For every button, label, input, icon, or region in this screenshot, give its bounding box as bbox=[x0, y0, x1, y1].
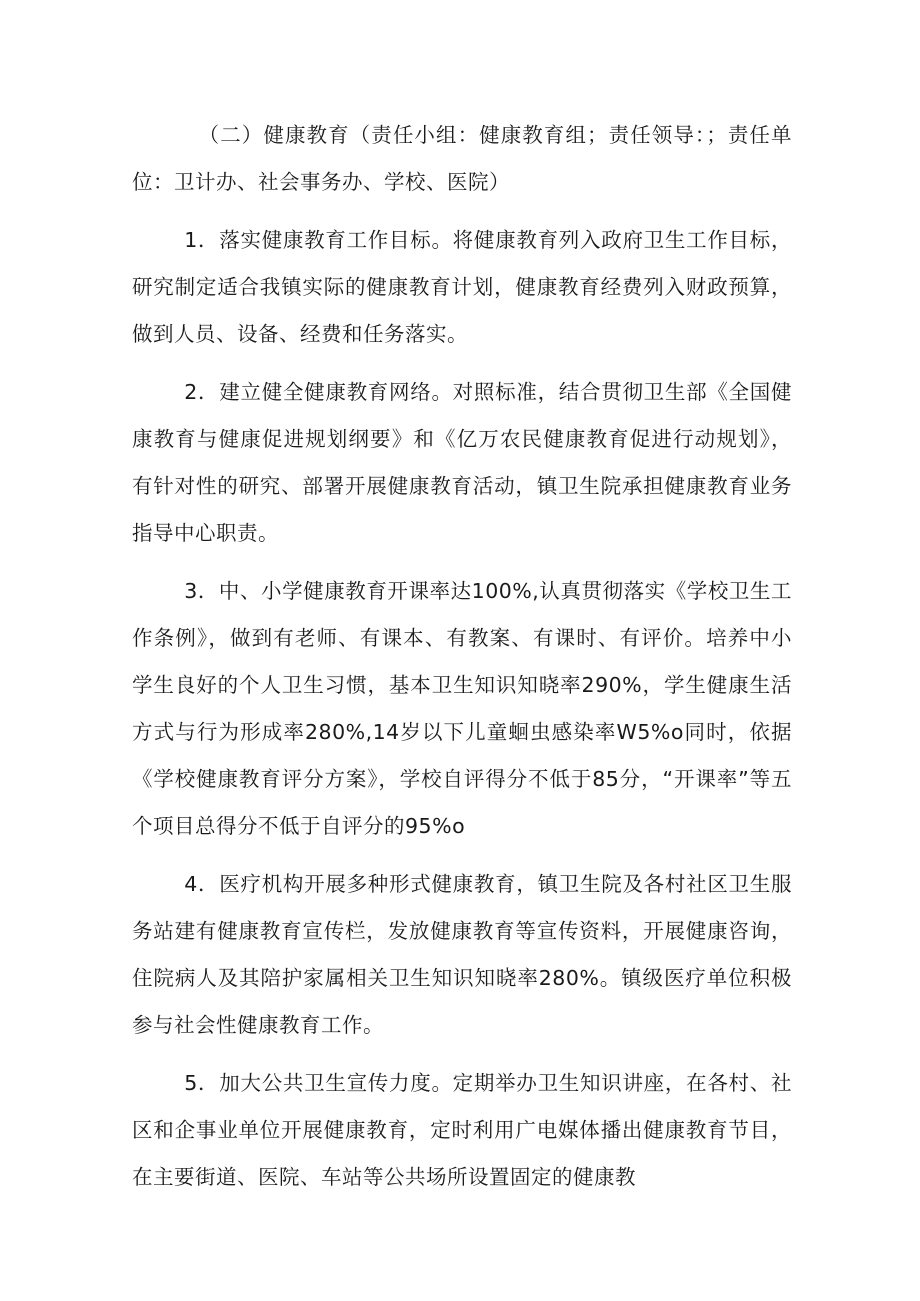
paragraph-item-1: 1．落实健康教育工作目标。将健康教育列入政府卫生工作目标，研究制定适合我镇实际的健康教育计划，健康教育经费列入财政预算，做到人员、设备、经费和任务落实。 bbox=[132, 228, 792, 346]
document-body bbox=[132, 112, 792, 1212]
paragraph-item-5: 5．加大公共卫生宣传力度。定期举办卫生知识讲座，在各村、社区和企事业单位开展健康教育，定时利用广电媒体播出健康教育节目，在主要街道、医院、车站等公共场所设置固定的健康教 bbox=[132, 1071, 792, 1189]
section-heading-paragraph: （二）健康教育（责任小组：健康教育组；责任领导：；责任单位：卫计办、社会事务办、学校、医院） bbox=[132, 123, 792, 194]
paragraph-item-4: 4．医疗机构开展多种形式健康教育，镇卫生院及各村社区卫生服务站建有健康教育宣传栏，发放健康教育等宣传资料，开展健康咨询，住院病人及其陪护家属相关卫生知识知晓率280%。镇级医疗单位积极参与社会性健康教育工作。 bbox=[132, 872, 792, 1037]
paragraph-item-2: 2．建立健全健康教育网络。对照标准，结合贯彻卫生部《全国健康教育与健康促进规划纲要》和《亿万农民健康教育促进行动规划》，有针对性的研究、部署开展健康教育活动，镇卫生院承担健康教育业务指导中心职责。 bbox=[132, 380, 792, 545]
paragraph-item-3: 3．中、小学健康教育开课率达100%,认真贯彻落实《学校卫生工作条例》，做到有老师、有课本、有教案、有课时、有评价。培养中小学生良好的个人卫生习惯，基本卫生知识知晓率290%，学生健康生活方式与行为形成率280%,14岁以下儿童蛔虫感染率W5%o同时，依据《学校健康教育评分方案》，学校自评得分不低于85分，“开课率”等五个项目总得分不低于自评分的95%o bbox=[132, 579, 792, 838]
